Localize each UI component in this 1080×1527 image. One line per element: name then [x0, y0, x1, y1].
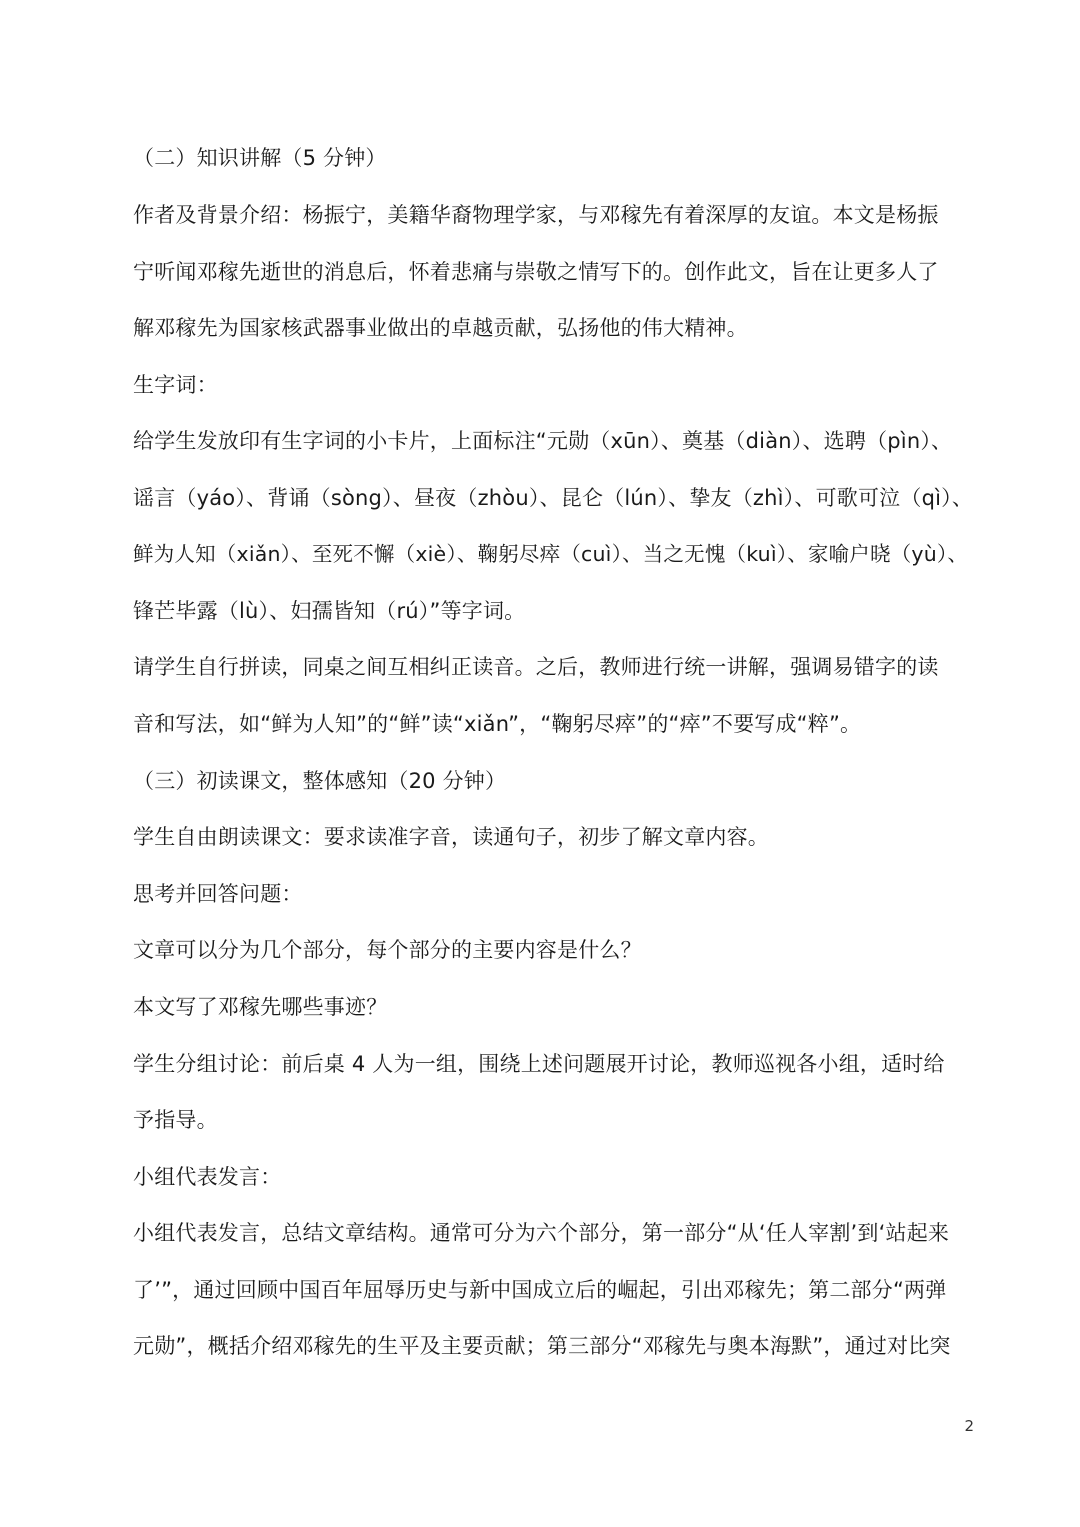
paragraph-line: 宁听闻邓稼先逝世的消息后，怀着悲痛与崇敬之情写下的。创作此文，旨在让更多人了 [133, 260, 939, 284]
question-line: 本文写了邓稼先哪些事迹？ [133, 995, 388, 1019]
paragraph-line: 了’”，通过回顾中国百年屈辱历史与新中国成立后的崛起，引出邓稼先；第二部分“两弹 [133, 1278, 947, 1302]
paragraph-line: 学生自由朗读课文：要求读准字音，读通句子，初步了解文章内容。 [133, 825, 769, 849]
paragraph-line: 元勋”，概括介绍邓稼先的生平及主要贡献；第三部分“邓稼先与奥本海默”，通过对比突 [133, 1334, 951, 1358]
question-line: 文章可以分为几个部分，每个部分的主要内容是什么？ [133, 938, 642, 962]
paragraph-line: 音和写法，如“鲜为人知”的“鲜”读“xiǎn”，“鞠躬尽瘁”的“瘁”不要写成“粹”。 [133, 712, 862, 736]
paragraph-line: 予指导。 [133, 1108, 218, 1132]
paragraph-line: 请学生自行拼读，同桌之间互相纠正读音。之后，教师进行统一讲解，强调易错字的读 [133, 655, 939, 679]
paragraph-line: 鲜为人知（xiǎn）、至死不懈（xiè）、鞠躬尽瘁（cuì）、当之无愧（kuì）、家喻户晓（yù）、 [133, 542, 969, 566]
section-heading: （二）知识讲解（5 分钟） [133, 146, 387, 170]
paragraph-line: 谣言（yáo）、背诵（sòng）、昼夜（zhòu）、昆仑（lún）、挚友（zhì）、可歌可泣（qì）、 [133, 486, 974, 510]
page-number: 2 [964, 1417, 974, 1435]
subheading-line: 小组代表发言： [133, 1165, 282, 1189]
paragraph-line: 学生分组讨论：前后桌 4 人为一组，围绕上述问题展开讨论，教师巡视各小组，适时给 [133, 1052, 945, 1076]
paragraph-line: 给学生发放印有生字词的小卡片，上面标注“元勋（xūn）、奠基（diàn）、选聘（pìn）、 [133, 429, 953, 453]
section-heading: （三）初读课文，整体感知（20 分钟） [133, 769, 507, 793]
paragraph-line: 解邓稼先为国家核武器事业做出的卓越贡献，弘扬他的伟大精神。 [133, 316, 748, 340]
paragraph-line: 小组代表发言，总结文章结构。通常可分为六个部分，第一部分“从‘任人宰割’到‘站起来 [133, 1221, 950, 1245]
paragraph-line: 锋芒毕露（lù）、妇孺皆知（rú）”等字词。 [133, 599, 526, 623]
subheading-line: 思考并回答问题： [133, 882, 303, 906]
subheading-line: 生字词： [133, 373, 218, 397]
paragraph-line: 作者及背景介绍：杨振宁，美籍华裔物理学家，与邓稼先有着深厚的友谊。本文是杨振 [133, 203, 939, 227]
